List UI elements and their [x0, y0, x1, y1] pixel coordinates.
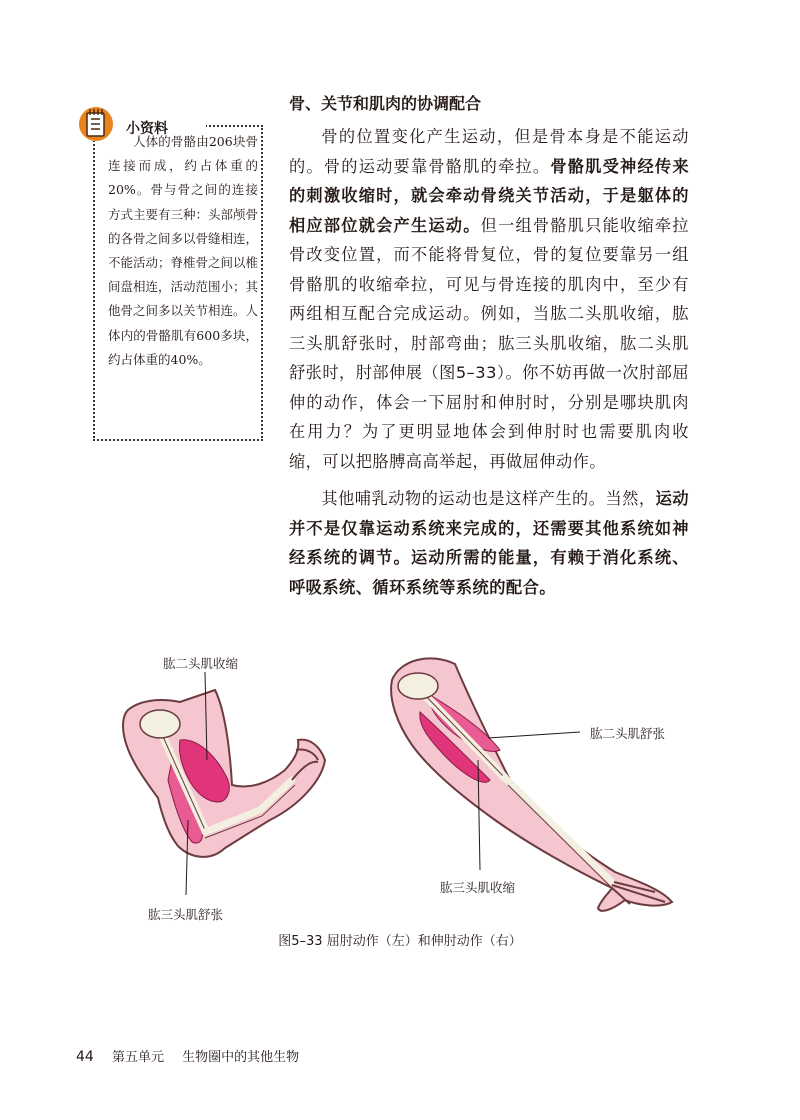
flexed-arm	[123, 672, 325, 895]
page-footer	[76, 1046, 299, 1065]
paragraph-2-emphasis: 运动并不是仅靠运动系统来完成的，还需要其他系统如神经系统的调节。运动所需的能量，有赖于消化系统、呼吸系统、循环系统等系统的配合。	[289, 489, 690, 597]
unit-title: 生物圈中的其他生物	[182, 1050, 300, 1065]
flexed-shoulder-bone	[140, 710, 180, 738]
label-triceps-relax: 肱三头肌舒张	[148, 907, 224, 922]
extended-shoulder-bone	[398, 673, 438, 699]
paragraph-1-emphasis: 骨骼肌受神经传来的刺激收缩时，就会牵动骨绕关节活动，于是躯体的相应部位就会产生运动。	[289, 156, 690, 235]
arm-figure	[0, 620, 800, 970]
label-triceps-contract: 肱三头肌收缩	[440, 880, 516, 895]
page-number: 44	[76, 1049, 94, 1065]
paragraph-2-part-a: 其他哺乳动物的运动也是这样产生的。当然，	[321, 489, 656, 508]
paragraph-1-part-a: 骨的位置变化产生运动，但是骨本身是不能运动的。骨的运动要靠骨骼肌的牵拉。	[289, 127, 689, 176]
sidebar-text: 人体的骨骼由206块骨连接而成，约占体重的20%。骨与骨之间的连接方式主要有三种：头部颅骨的各骨之间多以骨缝相连，不能活动；脊椎骨之间以椎间盘相连，活动范围小；其他骨之间多以关节相连。人体内的骨骼肌有600多块，约占体重的40%。	[108, 134, 259, 367]
paragraph-2	[289, 484, 689, 602]
extended-arm	[391, 658, 672, 910]
unit-label: 第五单元	[111, 1050, 164, 1065]
paragraph-1	[289, 122, 689, 476]
paragraph-1-part-c: 但一组骨骼肌只能收缩牵拉骨改变位置，而不能将骨复位，骨的复位要靠另一组骨骼肌的收缩牵拉，可见与骨连接的肌肉中，至少有两组相互配合完成运动。例如，当肱二头肌收缩，肱三头肌舒张时，肘部弯曲；肱三头肌收缩，肱二头肌舒张时，肘部伸展（图5–33）。你不妨再做一次肘部屈伸的动作，体会一下屈肘和伸肘时，分别是哪块肌肉在用力？为了更明显地体会到伸肘时也需要肌肉收缩，可以把胳膊高高举起，再做屈伸动作。	[289, 215, 690, 471]
sidebar-title: 小资料	[126, 121, 168, 137]
arm-illustration	[0, 620, 800, 930]
main-content	[289, 92, 689, 602]
figure-caption: 图5–33 屈肘动作（左）和伸肘动作（右）	[278, 934, 522, 949]
info-sidebar	[78, 103, 268, 443]
section-heading: 骨、关节和肌肉的协调配合	[289, 94, 482, 113]
label-biceps-contract: 肱二头肌收缩	[163, 656, 239, 671]
label-biceps-relax: 肱二头肌舒张	[590, 726, 666, 741]
extended-arm-skin	[391, 658, 672, 910]
